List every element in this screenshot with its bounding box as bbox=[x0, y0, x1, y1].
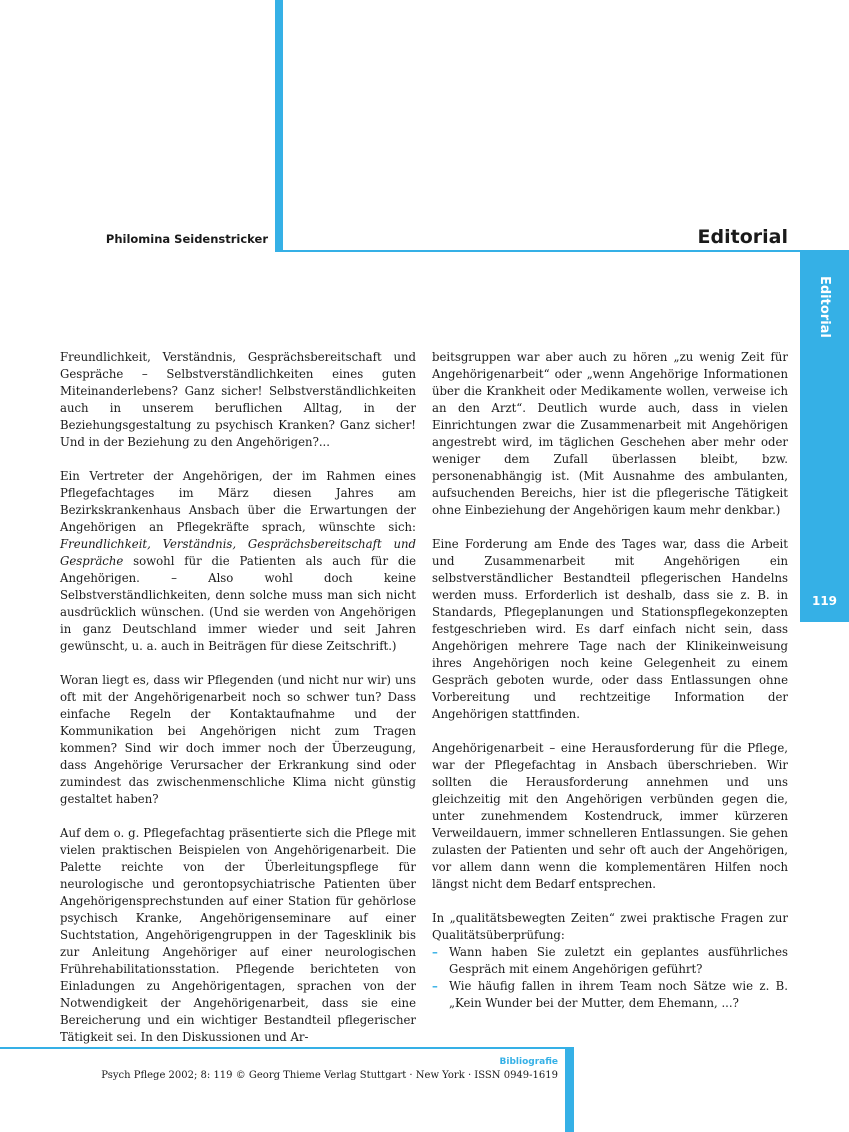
paragraph: In „qualitätsbewegten Zeiten“ zwei praktische Fragen zur Qualitätsüberprüfung: bbox=[432, 911, 788, 942]
footer-accent-bar bbox=[565, 1047, 574, 1132]
header-rule bbox=[275, 250, 849, 252]
text-column-right bbox=[432, 349, 788, 1012]
dash-bullet: – bbox=[432, 979, 438, 993]
text-column-left bbox=[60, 349, 416, 1046]
paragraph: Freundlichkeit, Verständnis, Gesprächsbereitschaft und Gespräche – Selbstverständlichkeiten eines guten Miteinanderlebens? Ganz sicher! Selbstverständlichkeiten auch in unserem beruflichen Alltag, in der Beziehungsgestaltung zu psychisch Kranken? Ganz sicher! Und in der Beziehung zu den Angehörigen?... bbox=[60, 350, 416, 449]
top-accent-bar bbox=[275, 0, 283, 252]
section-tab bbox=[800, 252, 849, 622]
list-item bbox=[432, 978, 788, 1012]
list-item bbox=[432, 944, 788, 978]
emphasis-text: Freundlichkeit, Verständnis, Gesprächsbereitschaft und Gespräche bbox=[60, 537, 416, 568]
page-number: 119 bbox=[811, 594, 838, 608]
section-tab-label: Editorial bbox=[817, 276, 832, 338]
paragraph-text: Ein Vertreter der Angehörigen, der im Rahmen eines Pflegefachtages im März diesen Jahres am Bezirkskrankenhaus Ansbach über die Erwartungen der Angehörigen an Pflegekräfte sprach, wünschte sich: bbox=[60, 469, 416, 534]
paragraph: Eine Forderung am Ende des Tages war, dass die Arbeit und Zusammenarbeit mit Angehörigen ein selbstverständlicher Bestandteil pflegerischen Handelns werden muss. Erforderlich ist deshalb, dass sie z. B. in Standards, Pflegeplanungen und Stationspflegekonzepten festgeschrieben wird. Es darf einfach nicht sein, dass Angehörigen mehrere Tage nach der Klinikeinweisung ihres Angehörigen noch keine Gelegenheit zu einem Gespräch geboten wurde, oder dass Entlassungen ohne Vorbereitung und rechtzeitige Information der Angehörigen stattfinden. bbox=[432, 537, 788, 721]
author-name: Philomina Seidenstricker bbox=[105, 232, 268, 246]
page-title: Editorial bbox=[697, 226, 788, 248]
paragraph: beitsgruppen war aber auch zu hören „zu wenig Zeit für Angehörigenarbeit“ oder „wenn Angehörige Informationen über die Krankheit oder Medikamente wollen, verweise ich an den Arzt“. Deutlich wurde auch, dass in vielen Einrichtungen zwar die Zusammenarbeit mit Angehörigen angestrebt wird, im täglichen Geschehen aber mehr oder weniger dem Zufall überlassen bleibt, bzw. personenabhängig ist. (Mit Ausnahme des ambulanten, aufsuchenden Bereichs, hier ist die pflegerische Tätigkeit ohne Einbeziehung der Angehörigen kaum mehr denkbar.) bbox=[432, 350, 788, 517]
paragraph bbox=[60, 468, 416, 655]
list-item-text: Wann haben Sie zuletzt ein geplantes ausführliches Gespräch mit einem Angehörigen geführt? bbox=[449, 945, 788, 976]
dash-bullet: – bbox=[432, 945, 438, 959]
paragraph: Angehörigenarbeit – eine Herausforderung für die Pflege, war der Pflegefachtag in Ansbach überschrieben. Wir sollten die Herausforderung annehmen und uns gleichzeitig mit den Angehörigen verbünden gegen die, unter zunehmendem Kostendruck, immer kürzeren Verweildauern, immer schnelleren Entlassungen. Sie gehen zulasten der Patienten und sehr oft auch der Angehörigen, vor allem dann wenn die komplementären Hilfen noch längst nicht dem Bedarf entsprechen. bbox=[432, 741, 788, 891]
bibliography-heading: Bibliografie bbox=[499, 1057, 558, 1067]
paragraph-text: sowohl für die Patienten als auch für die Angehörigen. – Also wohl doch keine Selbstverständlichkeiten, denn solche muss man sich nicht ausdrücklich wünschen. (Und sie werden von Angehörigen in ganz Deutschland immer wieder und seit Jahren gewünscht, u. a. auch in Beiträgen für diese Zeitschrift.) bbox=[60, 554, 416, 653]
question-list bbox=[432, 944, 788, 1012]
footer-rule bbox=[0, 1047, 574, 1049]
paragraph: Auf dem o. g. Pflegefachtag präsentierte sich die Pflege mit vielen praktischen Beispielen von Angehörigenarbeit. Die Palette reichte von der Überleitungspflege für neurologische und gerontopsychiatrische Patienten über Angehörigensprechstunden auf einer Station für gehörlose psychisch Kranke, Angehörigenseminare auf einer Suchtstation, Angehörigengruppen in der Tagesklinik bis zur Anleitung Angehöriger auf einer neurologischen Frührehabilitationsstation. Pflegende berichteten von Einladungen zu Angehörigentagen, sprachen von der Notwendigkeit der Angehörigenarbeit, dass sie eine Bereicherung und ein wichtiger Bestandteil pflegerischer Tätigkeit sei. In den Diskussionen und Ar- bbox=[60, 826, 416, 1044]
list-item-text: Wie häufig fallen in ihrem Team noch Sätze wie z. B. „Kein Wunder bei der Mutter, dem Ehemann, ...? bbox=[449, 979, 788, 1010]
bibliography-citation: Psych Pflege 2002; 8: 119 © Georg Thieme Verlag Stuttgart · New York · ISSN 0949-1619 bbox=[101, 1070, 558, 1081]
paragraph: Woran liegt es, dass wir Pflegenden (und nicht nur wir) uns oft mit der Angehörigenarbeit noch so schwer tun? Dass einfache Regeln der Kontaktaufnahme und der Kommunikation bei Angehörigen nicht zum Tragen kommen? Sind wir doch immer noch der Überzeugung, dass Angehörige Verursacher der Erkrankung sind oder zumindest das zwischenmenschliche Klima nicht günstig gestaltet haben? bbox=[60, 673, 416, 806]
